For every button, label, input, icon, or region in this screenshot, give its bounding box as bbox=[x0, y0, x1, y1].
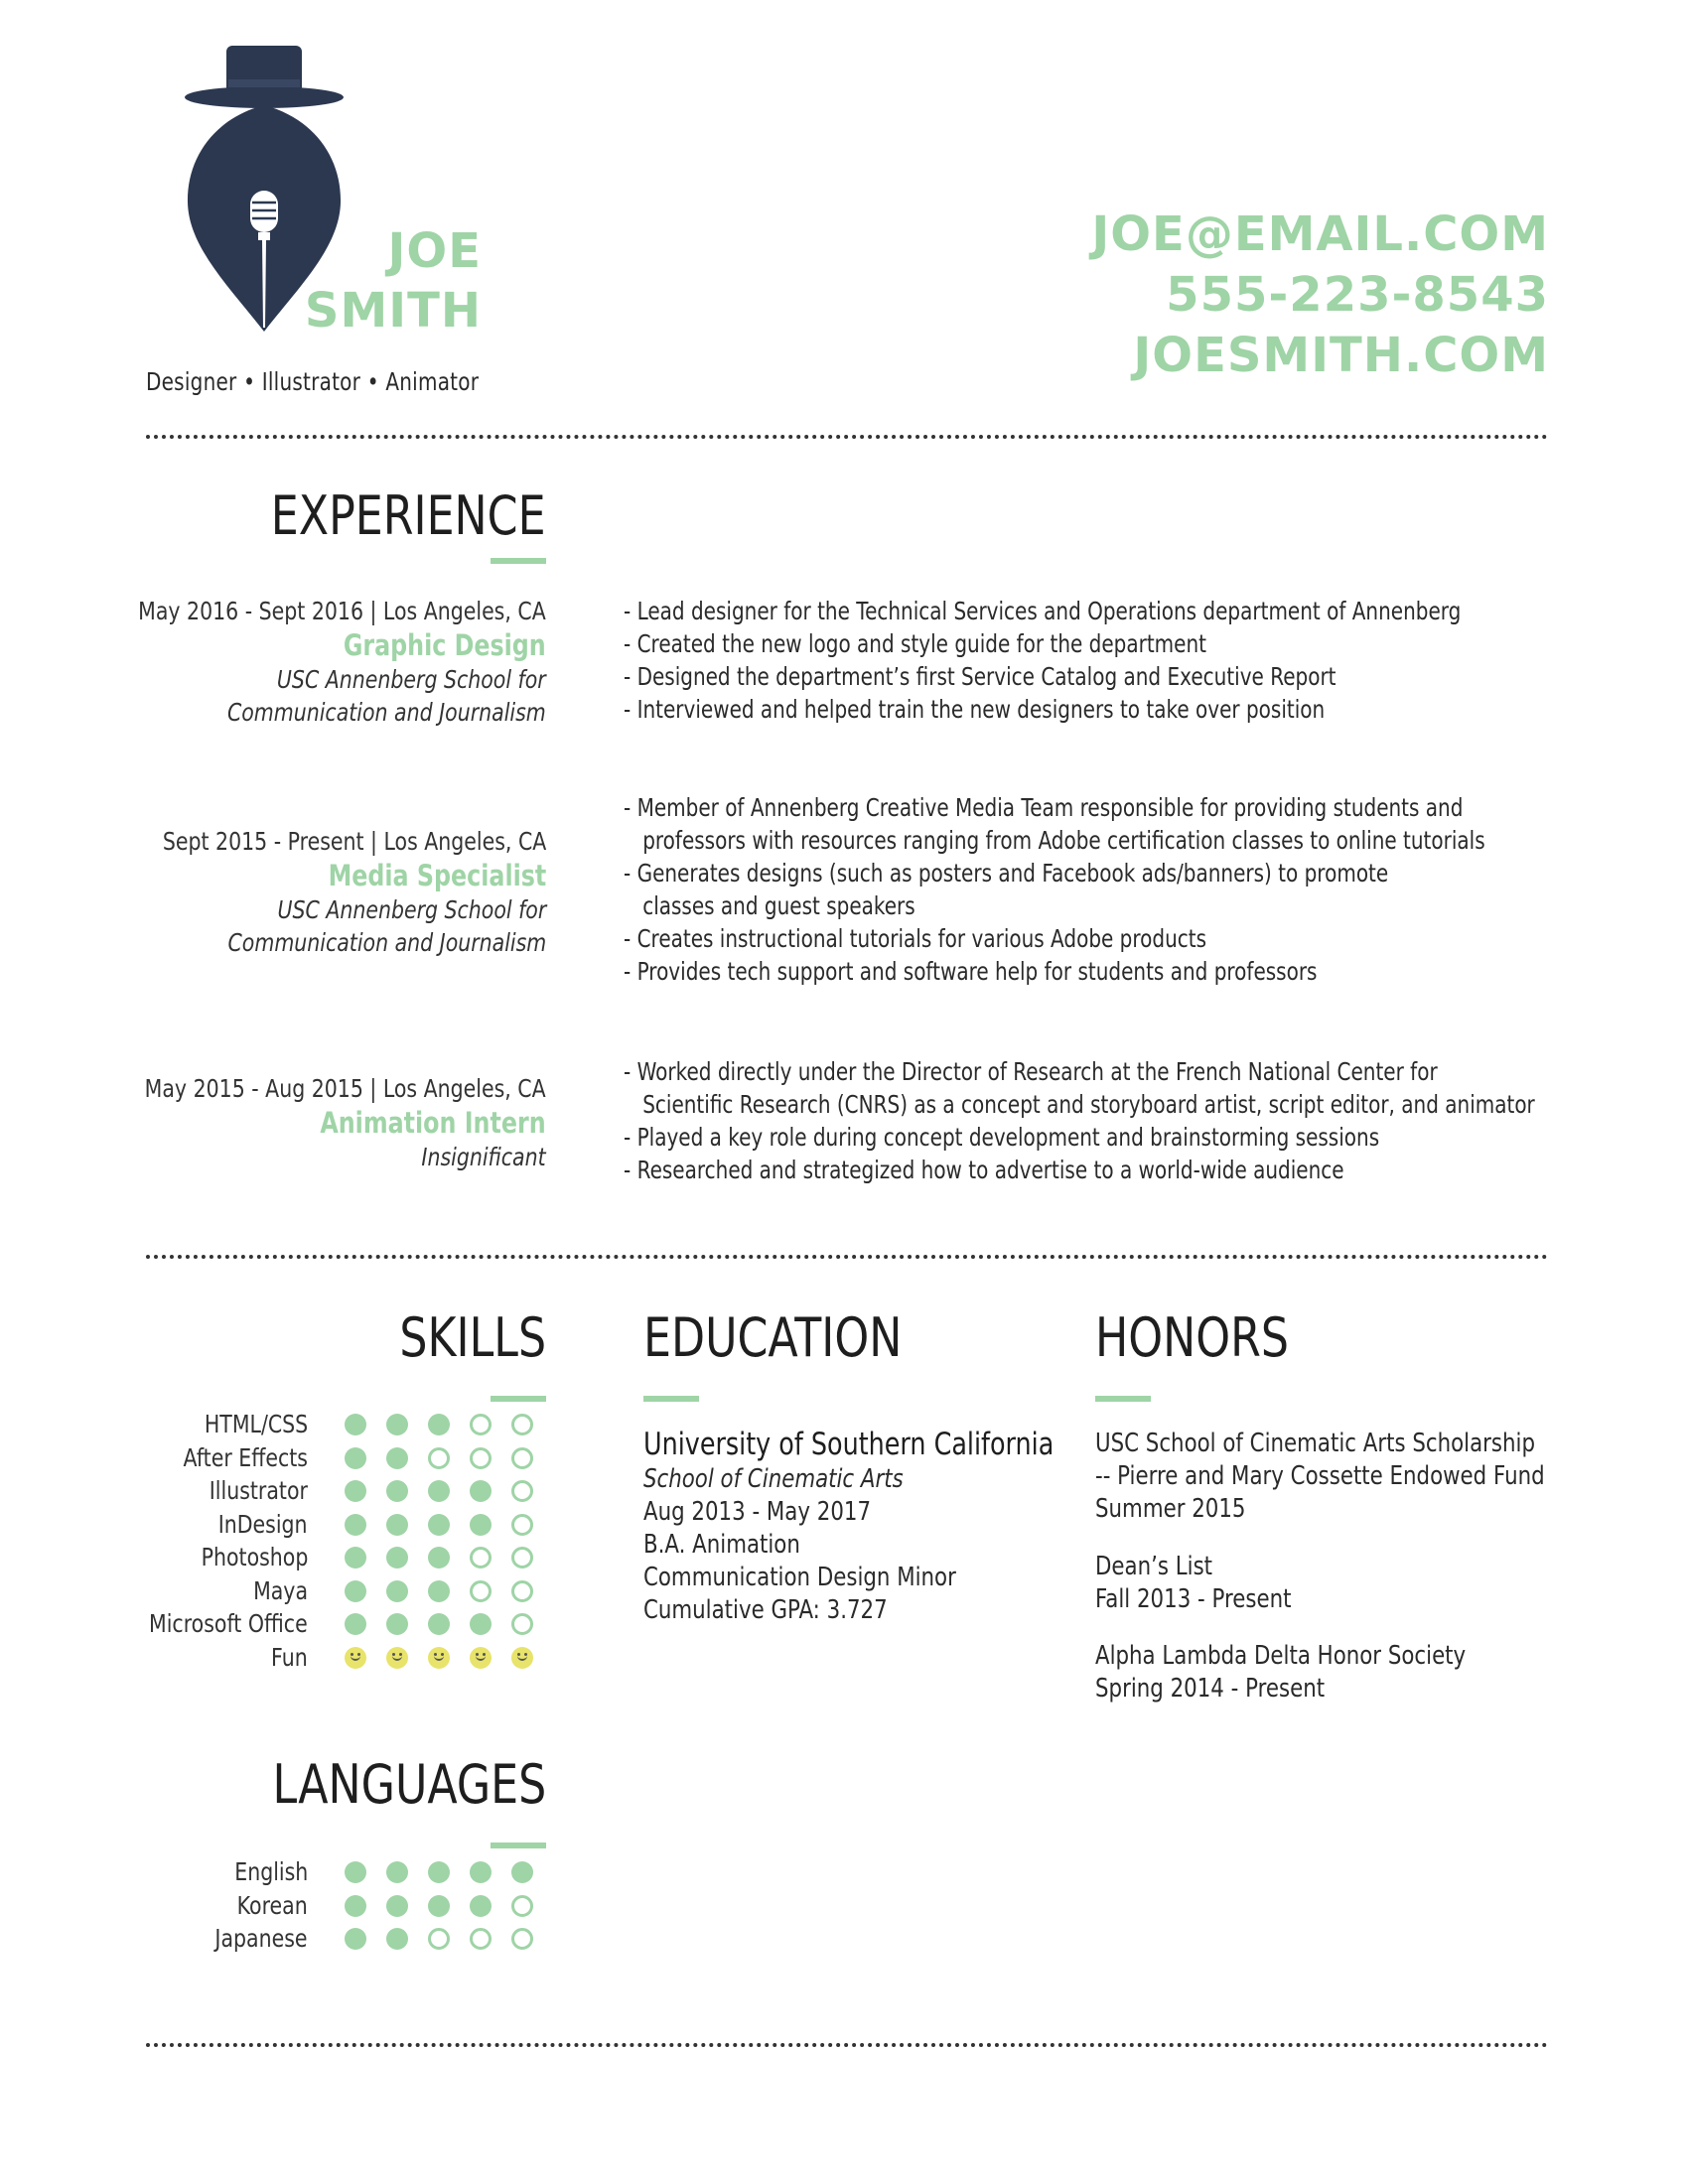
skill-row bbox=[0, 1508, 556, 1541]
job-date: Sept 2015 - Present | Los Angeles, CA bbox=[162, 827, 546, 856]
bullet: - Designed the department’s first Service Catalog and Executive Report bbox=[624, 662, 1336, 691]
rating-dot-filled bbox=[470, 1895, 492, 1917]
rating-dot-filled bbox=[345, 1447, 366, 1469]
rating-dot-empty bbox=[470, 1928, 492, 1950]
honor-item bbox=[1095, 1551, 1291, 1616]
job-title: Animation Intern bbox=[320, 1106, 546, 1140]
language-label: English bbox=[233, 1857, 308, 1886]
smiley-icon bbox=[428, 1647, 450, 1669]
job-date: May 2015 - Aug 2015 | Los Angeles, CA bbox=[145, 1074, 546, 1103]
rating-dot-empty bbox=[511, 1447, 533, 1469]
rating-dot-filled bbox=[428, 1547, 450, 1569]
job-title: Media Specialist bbox=[328, 859, 546, 892]
divider bbox=[146, 435, 1548, 439]
bullet: - Interviewed and helped train the new designers to take over position bbox=[624, 695, 1326, 724]
bullet-continuation: Scientific Research (CNRS) as a concept and storyboard artist, script editor, and animator bbox=[642, 1090, 1535, 1119]
language-row bbox=[0, 1889, 556, 1922]
rating-dot-empty bbox=[470, 1414, 492, 1435]
bullet: - Member of Annenberg Creative Media Team responsible for providing students and bbox=[624, 793, 1464, 822]
rating-dot-filled bbox=[345, 1414, 366, 1435]
heading-underline bbox=[643, 1396, 699, 1402]
job-org: Communication and Journalism bbox=[227, 698, 546, 727]
smiley-icon bbox=[386, 1647, 408, 1669]
heading-underline bbox=[491, 558, 546, 564]
smiley-icon bbox=[470, 1647, 492, 1669]
rating-dot-filled bbox=[470, 1613, 492, 1635]
language-label: Japanese bbox=[214, 1924, 308, 1953]
job-bullets bbox=[624, 1055, 1535, 1186]
degree: B.A. Animation bbox=[643, 1530, 800, 1560]
honor-line: Dean’s List bbox=[1095, 1552, 1213, 1581]
honor-line: -- Pierre and Mary Cossette Endowed Fund bbox=[1095, 1461, 1545, 1491]
rating-dot-empty bbox=[511, 1547, 533, 1569]
smiley-icon bbox=[345, 1647, 366, 1669]
rating-dot-filled bbox=[470, 1514, 492, 1536]
education-dates: Aug 2013 - May 2017 bbox=[643, 1497, 872, 1527]
rating-dot-filled bbox=[428, 1895, 450, 1917]
bullet: - Generates designs (such as posters and Facebook ads/banners) to promote bbox=[624, 859, 1389, 887]
job-org: Insignificant bbox=[421, 1143, 546, 1171]
email-link[interactable]: JOE@EMAIL.COM bbox=[1091, 206, 1549, 262]
honor-item bbox=[1095, 1428, 1545, 1526]
rating-dot-filled bbox=[386, 1547, 408, 1569]
rating-dot-filled bbox=[428, 1613, 450, 1635]
job-org: USC Annenberg School for bbox=[277, 665, 546, 694]
rating-dot-empty bbox=[511, 1895, 533, 1917]
name-last: SMITH bbox=[304, 283, 482, 339]
rating-dot-empty bbox=[428, 1447, 450, 1469]
rating-dot-empty bbox=[428, 1928, 450, 1950]
rating-dot-filled bbox=[428, 1480, 450, 1502]
rating-dot-filled bbox=[470, 1480, 492, 1502]
rating-dot-filled bbox=[428, 1514, 450, 1536]
language-row bbox=[0, 1855, 556, 1888]
rating-dot-filled bbox=[386, 1613, 408, 1635]
rating-dot-filled bbox=[428, 1580, 450, 1602]
name-first: JOE bbox=[387, 223, 482, 279]
job-bullets bbox=[624, 791, 1485, 988]
minor: Communication Design Minor bbox=[643, 1563, 956, 1592]
rating-dot-empty bbox=[511, 1928, 533, 1950]
skill-row bbox=[0, 1408, 556, 1440]
skill-label: Illustrator bbox=[209, 1476, 308, 1505]
job-title: Graphic Design bbox=[344, 628, 546, 662]
skills-heading: SKILLS bbox=[399, 1306, 546, 1369]
job-meta bbox=[78, 825, 546, 959]
skill-row bbox=[0, 1641, 556, 1674]
job-org: USC Annenberg School for bbox=[277, 895, 546, 924]
divider bbox=[146, 2043, 1548, 2047]
rating-dot-filled bbox=[386, 1480, 408, 1502]
job-date: May 2016 - Sept 2016 | Los Angeles, CA bbox=[138, 597, 546, 625]
rating-dot-filled bbox=[386, 1447, 408, 1469]
rating-dot-filled bbox=[386, 1414, 408, 1435]
skill-row bbox=[0, 1574, 556, 1607]
rating-dot-filled bbox=[386, 1861, 408, 1883]
bullet: - Worked directly under the Director of Research at the French National Center for bbox=[624, 1057, 1438, 1086]
phone-number[interactable]: 555-223-8543 bbox=[1166, 267, 1549, 323]
smiley-icon bbox=[511, 1647, 533, 1669]
languages-heading: LANGUAGES bbox=[272, 1753, 546, 1816]
rating-dot-filled bbox=[345, 1547, 366, 1569]
bullet-continuation: professors with resources ranging from Adobe certification classes to online tutorials bbox=[642, 826, 1485, 855]
skill-label: Fun bbox=[271, 1642, 308, 1672]
rating-dot-filled bbox=[345, 1580, 366, 1602]
skill-label: InDesign bbox=[218, 1509, 308, 1539]
rating-dot-filled bbox=[345, 1514, 366, 1536]
honor-line: Summer 2015 bbox=[1095, 1494, 1246, 1524]
rating-dot-empty bbox=[511, 1514, 533, 1536]
rating-dot-empty bbox=[511, 1580, 533, 1602]
heading-underline bbox=[491, 1843, 546, 1848]
honor-line: Alpha Lambda Delta Honor Society bbox=[1095, 1641, 1467, 1671]
rating-dot-empty bbox=[511, 1414, 533, 1435]
rating-dot-empty bbox=[470, 1580, 492, 1602]
bullet: - Researched and strategized how to advertise to a world-wide audience bbox=[624, 1156, 1344, 1184]
skill-label: HTML/CSS bbox=[204, 1410, 308, 1438]
rating-dot-filled bbox=[345, 1480, 366, 1502]
heading-underline bbox=[491, 1396, 546, 1402]
education-heading: EDUCATION bbox=[643, 1306, 903, 1369]
bullet: - Lead designer for the Technical Services and Operations department of Annenberg bbox=[624, 597, 1462, 625]
job-meta bbox=[49, 595, 546, 729]
rating-dot-filled bbox=[470, 1861, 492, 1883]
language-row bbox=[0, 1922, 556, 1955]
job-org: Communication and Journalism bbox=[227, 928, 546, 957]
job-meta bbox=[57, 1072, 546, 1173]
rating-dot-filled bbox=[345, 1861, 366, 1883]
heading-underline bbox=[1095, 1396, 1151, 1402]
skill-row bbox=[0, 1474, 556, 1507]
bullet-continuation: classes and guest speakers bbox=[642, 891, 915, 920]
skill-label: Microsoft Office bbox=[149, 1609, 308, 1638]
rating-dot-filled bbox=[428, 1861, 450, 1883]
honor-item bbox=[1095, 1640, 1466, 1706]
rating-dot-filled bbox=[386, 1580, 408, 1602]
rating-dot-empty bbox=[511, 1480, 533, 1502]
skill-row bbox=[0, 1607, 556, 1640]
bullet: - Creates instructional tutorials for various Adobe products bbox=[624, 924, 1207, 953]
skill-row bbox=[0, 1441, 556, 1474]
website-link[interactable]: JOESMITH.COM bbox=[1133, 328, 1549, 383]
skill-label: Photoshop bbox=[201, 1543, 308, 1571]
school-name: University of Southern California bbox=[643, 1427, 1055, 1462]
job-bullets bbox=[624, 595, 1461, 726]
rating-dot-empty bbox=[470, 1447, 492, 1469]
tagline: Designer • Illustrator • Animator bbox=[146, 367, 480, 396]
rating-dot-empty bbox=[511, 1613, 533, 1635]
honor-line: Fall 2013 - Present bbox=[1095, 1584, 1292, 1614]
sub-school: School of Cinematic Arts bbox=[643, 1464, 904, 1494]
honors-heading: HONORS bbox=[1095, 1306, 1290, 1369]
divider bbox=[146, 1255, 1548, 1259]
contact-block bbox=[1091, 205, 1549, 386]
honor-line: USC School of Cinematic Arts Scholarship bbox=[1095, 1429, 1535, 1458]
rating-dot-filled bbox=[511, 1861, 533, 1883]
bullet: - Provides tech support and software help for students and professors bbox=[624, 957, 1318, 986]
rating-dot-filled bbox=[345, 1613, 366, 1635]
rating-dot-filled bbox=[345, 1895, 366, 1917]
bullet: - Played a key role during concept development and brainstorming sessions bbox=[624, 1123, 1380, 1152]
rating-dot-filled bbox=[386, 1514, 408, 1536]
language-label: Korean bbox=[236, 1890, 308, 1920]
honor-line: Spring 2014 - Present bbox=[1095, 1674, 1326, 1704]
skill-row bbox=[0, 1541, 556, 1573]
education-block bbox=[643, 1426, 1054, 1627]
skill-label: After Effects bbox=[183, 1442, 308, 1472]
rating-dot-filled bbox=[345, 1928, 366, 1950]
bullet: - Created the new logo and style guide for the department bbox=[624, 629, 1206, 658]
rating-dot-filled bbox=[428, 1414, 450, 1435]
experience-heading: EXPERIENCE bbox=[271, 484, 546, 547]
skill-label: Maya bbox=[253, 1575, 308, 1605]
rating-dot-filled bbox=[386, 1928, 408, 1950]
rating-dot-filled bbox=[386, 1895, 408, 1917]
gpa: Cumulative GPA: 3.727 bbox=[643, 1595, 888, 1625]
rating-dot-empty bbox=[470, 1547, 492, 1569]
